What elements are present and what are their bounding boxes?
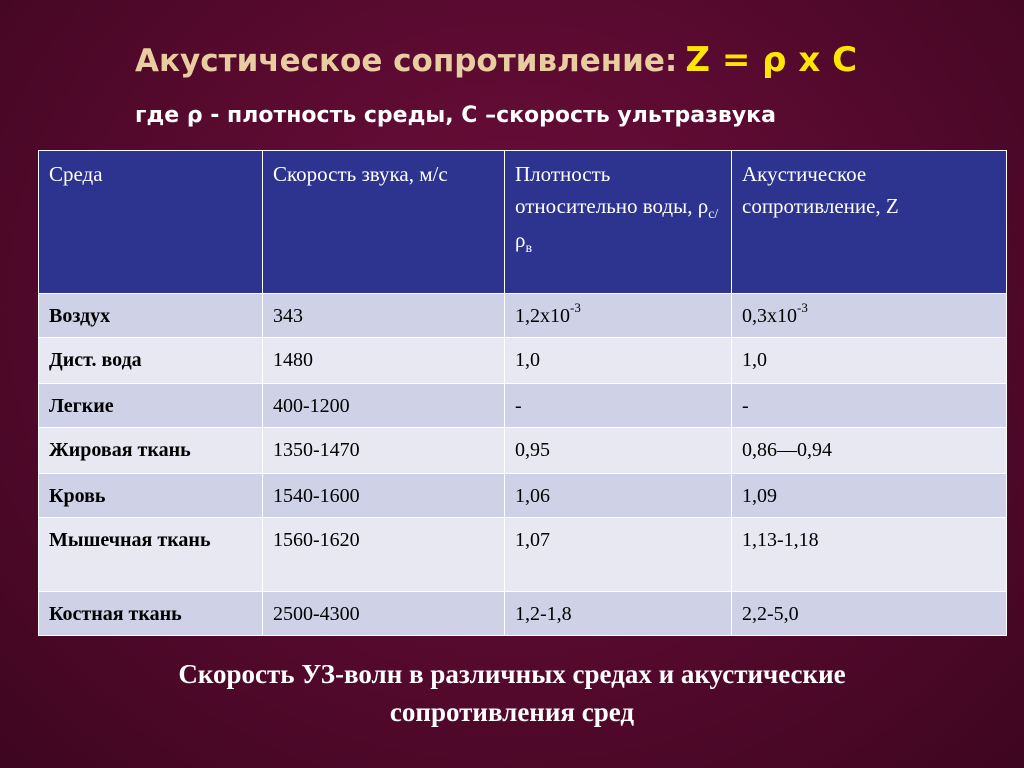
cell-medium bbox=[39, 591, 263, 635]
cell-density-exponent: -3 bbox=[570, 300, 581, 315]
acoustic-table bbox=[38, 150, 1007, 636]
cell-medium bbox=[39, 517, 263, 591]
caption-line-2: сопротивления сред bbox=[389, 697, 635, 728]
cell-density-value: 0,95 bbox=[515, 439, 550, 462]
cell-medium bbox=[39, 428, 263, 473]
cell-medium-value: Дист. вода bbox=[49, 349, 142, 372]
cell-impedance-value: - bbox=[742, 394, 749, 417]
cell-impedance-value: 0,86—0,94 bbox=[742, 439, 832, 462]
cell-density bbox=[505, 473, 732, 517]
table-header-row bbox=[39, 151, 1007, 294]
cell-speed bbox=[263, 338, 505, 383]
cell-speed bbox=[263, 473, 505, 517]
cell-impedance-value: 2,2-5,0 bbox=[742, 602, 799, 625]
cell-medium-value: Воздух bbox=[49, 305, 111, 327]
table-row bbox=[39, 338, 1007, 383]
cell-density bbox=[505, 338, 732, 383]
header-medium: Среда bbox=[39, 151, 263, 294]
header-density-sub1: c/ bbox=[708, 206, 719, 222]
cell-medium-value: Мышечная ткань bbox=[49, 528, 211, 551]
cell-speed bbox=[263, 591, 505, 635]
cell-density-value: 1,2-1,8 bbox=[515, 602, 572, 625]
cell-density-value: 1,0 bbox=[515, 349, 540, 372]
table-row bbox=[39, 473, 1007, 517]
slide-subtitle: где ρ - плотность среды, С –скорость ультразвука bbox=[135, 103, 776, 128]
cell-medium bbox=[39, 294, 263, 338]
cell-impedance-value: 1,09 bbox=[742, 484, 777, 507]
cell-medium bbox=[39, 338, 263, 383]
table-row bbox=[39, 591, 1007, 635]
cell-speed-value: 1540-1600 bbox=[273, 484, 360, 507]
cell-impedance bbox=[732, 428, 1007, 473]
cell-density-value: 1,07 bbox=[515, 528, 550, 551]
cell-speed-value: 1560-1620 bbox=[273, 528, 360, 551]
cell-density bbox=[505, 428, 732, 473]
cell-density bbox=[505, 294, 732, 338]
cell-density-value: 1,2х10 bbox=[515, 305, 570, 327]
cell-density-value: 1,06 bbox=[515, 484, 550, 507]
cell-impedance bbox=[732, 473, 1007, 517]
cell-impedance bbox=[732, 517, 1007, 591]
table-row bbox=[39, 517, 1007, 591]
header-density-text: Плотность относительно воды, ρ bbox=[515, 162, 709, 218]
cell-density bbox=[505, 517, 732, 591]
cell-speed-value: 343 bbox=[273, 305, 303, 327]
cell-impedance bbox=[732, 338, 1007, 383]
title-formula: Z = ρ x C bbox=[685, 40, 858, 80]
table-row bbox=[39, 294, 1007, 338]
caption-line-1: Скорость УЗ-волн в различных средах и акустические bbox=[178, 659, 846, 689]
header-impedance: Акустическое сопротивление, Z bbox=[732, 151, 1007, 294]
cell-medium-value: Кровь bbox=[49, 484, 106, 507]
cell-speed bbox=[263, 428, 505, 473]
cell-medium bbox=[39, 473, 263, 517]
cell-medium-value: Легкие bbox=[49, 394, 114, 417]
header-speed: Скорость звука, м/с bbox=[263, 151, 505, 294]
cell-density-value: - bbox=[515, 394, 522, 417]
cell-impedance-value: 1,13-1,18 bbox=[742, 528, 819, 551]
table-row bbox=[39, 383, 1007, 427]
cell-speed-value: 400-1200 bbox=[273, 394, 350, 417]
header-density-sub2: в bbox=[525, 240, 533, 256]
cell-speed bbox=[263, 517, 505, 591]
cell-medium-value: Жировая ткань bbox=[49, 439, 191, 462]
header-density bbox=[505, 151, 732, 294]
table-row bbox=[39, 428, 1007, 473]
cell-density bbox=[505, 591, 732, 635]
cell-speed bbox=[263, 383, 505, 427]
cell-impedance-value: 0,3х10 bbox=[742, 305, 797, 327]
slide-title bbox=[135, 40, 857, 80]
cell-impedance bbox=[732, 591, 1007, 635]
cell-speed-value: 1480 bbox=[273, 349, 313, 372]
cell-density bbox=[505, 383, 732, 427]
cell-speed-value: 2500-4300 bbox=[273, 602, 360, 625]
cell-speed bbox=[263, 294, 505, 338]
cell-impedance bbox=[732, 294, 1007, 338]
slide-caption bbox=[0, 655, 1024, 732]
cell-speed-value: 1350-1470 bbox=[273, 439, 360, 462]
title-text: Акустическое сопротивление bbox=[135, 43, 665, 79]
cell-impedance-value: 1,0 bbox=[742, 349, 767, 372]
cell-medium bbox=[39, 383, 263, 427]
cell-medium-value: Костная ткань bbox=[49, 602, 182, 625]
cell-impedance-exponent: -3 bbox=[797, 300, 808, 315]
title-colon: : bbox=[664, 43, 678, 79]
cell-impedance bbox=[732, 383, 1007, 427]
header-density-rho: ρ bbox=[515, 227, 526, 252]
